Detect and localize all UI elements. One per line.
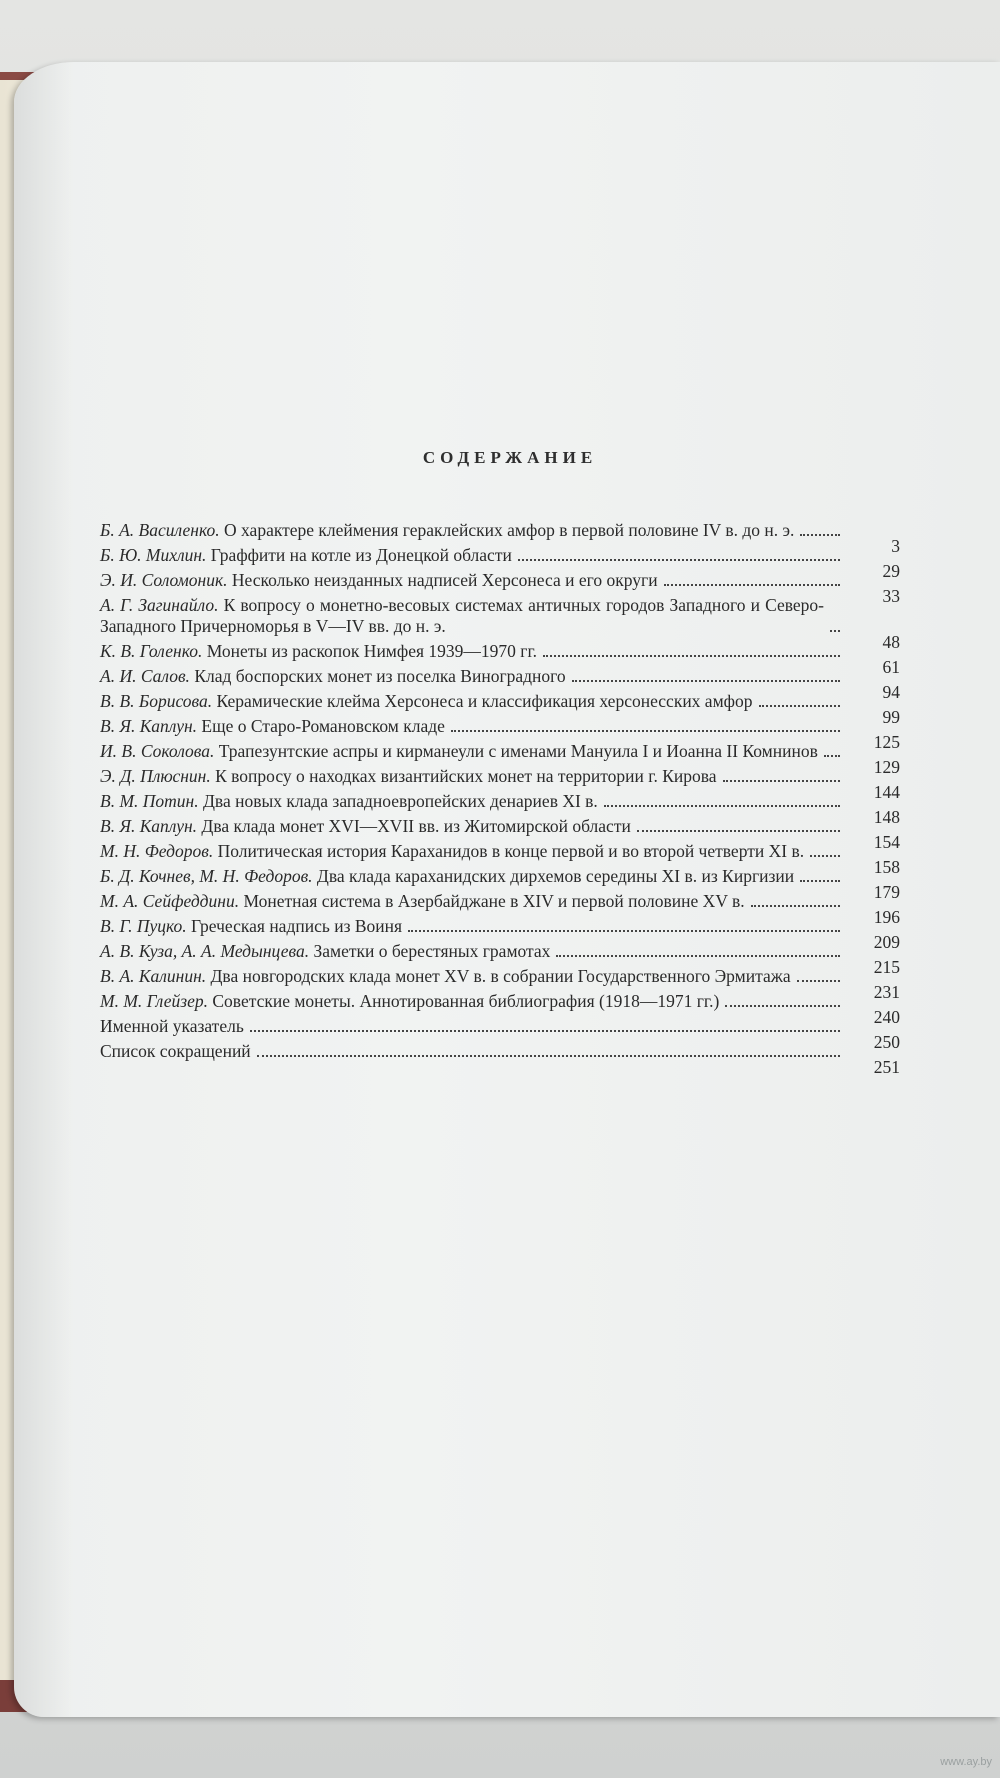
- dot-leader: [725, 1005, 840, 1007]
- toc-author: Э. И. Соломоник.: [100, 570, 228, 590]
- dot-leader: [604, 805, 840, 807]
- toc-author: Б. Ю. Михлин.: [100, 545, 207, 565]
- toc-author: И. В. Соколова.: [100, 741, 215, 761]
- dot-leader: [572, 680, 840, 682]
- dot-leader: [824, 755, 840, 757]
- toc-title: Клад боспорских монет из поселка Виноградного: [194, 666, 566, 686]
- toc-entry-text: [100, 691, 753, 712]
- toc-author: Б. А. Василенко.: [100, 520, 220, 540]
- toc-page-number: 179: [873, 882, 900, 902]
- toc-author: М. М. Глейзер.: [100, 991, 208, 1011]
- toc-title: Два клада караханидских дирхемов середины XI в. из Киргизии: [316, 866, 795, 886]
- toc-title: Греческая надпись из Воиня: [191, 916, 403, 936]
- toc-entry-text: [100, 916, 402, 937]
- toc-page-number: 61: [882, 657, 900, 677]
- toc-author: В. Я. Каплун.: [100, 816, 198, 836]
- toc-page-number: 250: [873, 1032, 900, 1052]
- toc-entry-text: [100, 595, 824, 637]
- toc-author: А. Г. Загинайло.: [100, 595, 219, 615]
- toc-author: М. А. Сейфеддини.: [100, 891, 240, 911]
- toc-author: В. Г. Пуцко.: [100, 916, 187, 936]
- dot-leader: [830, 630, 840, 632]
- toc-title: Трапезунтские аспры и кирманеули с именами Мануила I и Иоанна II Комнинов: [218, 741, 818, 761]
- toc-entry-text: [100, 891, 745, 912]
- dot-leader: [250, 1030, 840, 1032]
- dot-leader: [451, 730, 840, 732]
- dot-leader: [800, 534, 840, 536]
- toc-page-number: 209: [873, 932, 900, 952]
- toc-page-number: 48: [882, 632, 900, 652]
- toc-entry-text: [100, 791, 598, 812]
- dot-leader: [797, 980, 840, 982]
- toc-page-number: 154: [873, 832, 900, 852]
- toc-title: Советские монеты. Аннотированная библиография (1918—1971 гг.): [212, 991, 720, 1011]
- toc-title: Политическая история Караханидов в конце первой и во второй четверти XI в.: [217, 841, 805, 861]
- toc-entry-text: [100, 570, 658, 591]
- toc-author: В. А. Калинин.: [100, 966, 207, 986]
- toc-title: Граффити на котле из Донецкой области: [210, 545, 512, 565]
- dot-leader: [759, 705, 841, 707]
- toc-entry-text: [100, 716, 445, 737]
- toc-page-number: 129: [873, 757, 900, 777]
- dot-leader: [810, 855, 840, 857]
- table-of-contents: [100, 520, 900, 1077]
- toc-title: Два клада монет XVI—XVII вв. из Житомирской области: [201, 816, 631, 836]
- toc-entry-text: [100, 641, 537, 662]
- toc-page-number: 158: [873, 857, 900, 877]
- toc-entry-text: [100, 1041, 251, 1062]
- toc-title: Именной указатель: [100, 1016, 244, 1036]
- page-title: СОДЕРЖАНИЕ: [422, 448, 598, 467]
- toc-title: Еще о Старо-Романовском кладе: [201, 716, 445, 736]
- toc-author: М. Н. Федоров.: [100, 841, 214, 861]
- toc-page-number: 215: [873, 957, 900, 977]
- toc-title: Список сокращений: [100, 1041, 251, 1061]
- dot-leader: [408, 930, 840, 932]
- toc-page-number: 231: [873, 982, 900, 1002]
- toc-entry-text: [100, 545, 512, 566]
- toc-page-number: 3: [891, 536, 900, 556]
- toc-title: Несколько неизданных надписей Херсонеса и его округи: [231, 570, 658, 590]
- toc-entry-text: [100, 841, 804, 862]
- toc-title: К вопросу о монетно-весовых системах античных городов Западного и Северо-Западного Причерноморья в V—IV вв. до н. э.: [100, 595, 824, 636]
- dot-leader: [637, 830, 840, 832]
- toc-entry-text: [100, 520, 794, 541]
- toc-title: Керамические клейма Херсонеса и классификация херсонесских амфор: [216, 691, 753, 711]
- toc-title: Два новых клада западноевропейских денариев XI в.: [202, 791, 598, 811]
- watermark: www.ay.by: [940, 1756, 992, 1768]
- toc-author: А. И. Салов.: [100, 666, 190, 686]
- toc-page-number: 94: [882, 682, 900, 702]
- toc-author: Э. Д. Плюснин.: [100, 766, 211, 786]
- toc-title: К вопросу о находках византийских монет на территории г. Кирова: [215, 766, 717, 786]
- toc-entry-text: [100, 741, 818, 762]
- toc-entry-text: [100, 866, 794, 887]
- toc-page-number: 251: [873, 1057, 900, 1077]
- toc-entry-text: [100, 941, 550, 962]
- toc-title: Монетная система в Азербайджане в XIV и первой половине XV в.: [243, 891, 745, 911]
- toc-entry: [100, 1041, 900, 1077]
- toc-entry-text: [100, 966, 791, 987]
- toc-author: А. В. Куза, А. А. Медынцева.: [100, 941, 310, 961]
- toc-title: Монеты из раскопок Нимфея 1939—1970 гг.: [206, 641, 538, 661]
- toc-title: О характере клеймения гераклейских амфор в первой половине IV в. до н. э.: [224, 520, 795, 540]
- dot-leader: [800, 880, 840, 882]
- toc-title: Заметки о берестяных грамотах: [313, 941, 551, 961]
- toc-entry-text: [100, 766, 717, 787]
- dot-leader: [543, 655, 840, 657]
- toc-author: Б. Д. Кочнев, М. Н. Федоров.: [100, 866, 313, 886]
- toc-page-number: 125: [873, 732, 900, 752]
- dot-leader: [556, 955, 840, 957]
- toc-entry-text: [100, 991, 719, 1012]
- toc-page-number: 29: [882, 561, 900, 581]
- dot-leader: [518, 559, 840, 561]
- dot-leader: [664, 584, 840, 586]
- toc-page-number: 33: [882, 586, 900, 606]
- toc-page-number: 144: [873, 782, 900, 802]
- toc-author: В. Я. Каплун.: [100, 716, 198, 736]
- toc-page-number: 196: [873, 907, 900, 927]
- toc-entry-text: [100, 666, 566, 687]
- toc-page-number: 148: [873, 807, 900, 827]
- dot-leader: [257, 1055, 840, 1057]
- toc-author: В. В. Борисова.: [100, 691, 213, 711]
- dot-leader: [723, 780, 840, 782]
- toc-author: В. М. Потин.: [100, 791, 199, 811]
- dot-leader: [751, 905, 840, 907]
- toc-page-number: 240: [873, 1007, 900, 1027]
- toc-entry-text: [100, 1016, 244, 1037]
- toc-entry-text: [100, 816, 631, 837]
- toc-title: Два новгородских клада монет XV в. в собрании Государственного Эрмитажа: [210, 966, 791, 986]
- toc-author: К. В. Голенко.: [100, 641, 203, 661]
- toc-page-number: 99: [882, 707, 900, 727]
